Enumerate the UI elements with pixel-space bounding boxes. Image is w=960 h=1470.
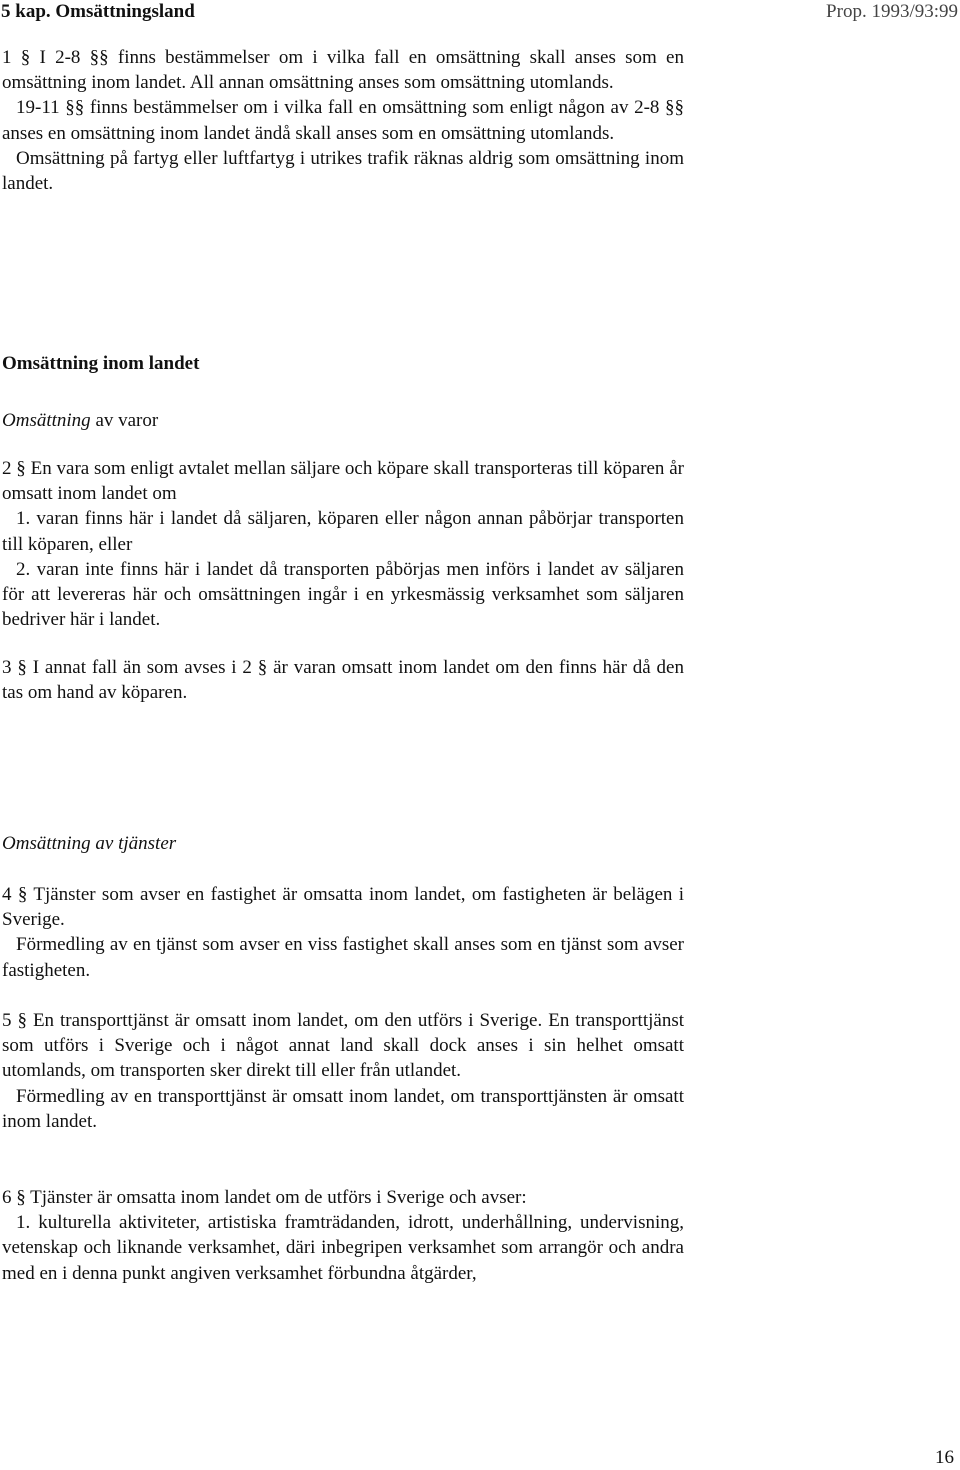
subheading-varor-rest: av varor bbox=[90, 410, 159, 431]
section-5-text bbox=[2, 1008, 684, 1134]
section-4-paragraph-1: 4 § Tjänster som avser en fastighet är omsatta inom landet, om fastigheten är belägen i Sverige. bbox=[2, 884, 684, 931]
section-6-paragraph-2: 1. kulturella aktiviteter, artistiska framträdanden, idrott, underhållning, undervisning, vetenskap och liknande verksamhet, däri inbegripen verksamhet som arrangör och andra med en i denna punkt angiven verksamhet förbundna åtgärder, bbox=[2, 1212, 684, 1284]
paragraph-2: 19-11 §§ finns bestämmelser om i vilka fall en omsättning som enligt någon av 2-8 §§ anses en omsättning inom landet ändå skall anses som en omsättning utomlands. bbox=[2, 97, 684, 144]
section-6-paragraph-1: 6 § Tjänster är omsatta inom landet om de utförs i Sverige och avser: bbox=[2, 1187, 527, 1208]
section-4-text bbox=[2, 882, 684, 983]
section-2-paragraph-3: 2. varan inte finns här i landet då transporten påbörjas men införs i landet av säljaren för att levereras här och omsättningen ingår i en yrkesmässig verksamhet som säljaren bedriver här i landet. bbox=[2, 558, 684, 631]
section-5-paragraph-2: Förmedling av en transporttjänst är omsatt inom landet, om transporttjänsten är omsatt inom landet. bbox=[2, 1085, 684, 1132]
subheading-varor bbox=[2, 409, 158, 433]
paragraph-1: 1 § I 2-8 §§ finns bestämmelser om i vilka fall en omsättning skall anses som en omsättning inom landet. All annan omsättning anses som omsättning utomlands. bbox=[2, 47, 684, 94]
intro-text bbox=[2, 45, 684, 196]
subheading-tjanster: Omsättning av tjänster bbox=[2, 833, 177, 854]
section-5-paragraph-1: 5 § En transporttjänst är omsatt inom landet, om den utförs i Sverige. En transporttjänst som utförs i Sverige och i något annat land skall dock anses i sin helhet omsatt utomlands, om transporten sker direkt till eller från utlandet. bbox=[2, 1010, 684, 1082]
chapter-title: 5 kap. Omsättningsland bbox=[1, 1, 195, 22]
section-3-text bbox=[2, 655, 684, 705]
section-6-text bbox=[2, 1185, 684, 1286]
paragraph-3: Omsättning på fartyg eller luftfartyg i utrikes trafik räknas aldrig som omsättning inom landet. bbox=[2, 147, 684, 195]
section-2-text bbox=[2, 456, 684, 632]
page-number: 16 bbox=[935, 1447, 954, 1468]
section-2-paragraph-2: 1. varan finns här i landet då säljaren, köparen eller någon annan påbörjar transporten till köparen, eller bbox=[2, 508, 684, 555]
section-2-paragraph-1: 2 § En vara som enligt avtalet mellan säljare och köpare skall transporteras till köparen år omsatt inom landet om bbox=[2, 458, 684, 505]
section-3-paragraph-1: 3 § I annat fall än som avses i 2 § är varan omsatt inom landet om den finns här då den tas om hand av köparen. bbox=[2, 657, 684, 704]
subheading-varor-italic: Omsättning bbox=[2, 410, 91, 431]
section-4-paragraph-2: Förmedling av en tjänst som avser en viss fastighet skall anses som en tjänst som avser fastigheten. bbox=[2, 934, 684, 981]
proposition-reference: Prop. 1993/93:99 bbox=[826, 1, 958, 22]
section-heading-inom-landet: Omsättning inom landet bbox=[2, 353, 200, 374]
page-header bbox=[0, 0, 960, 28]
